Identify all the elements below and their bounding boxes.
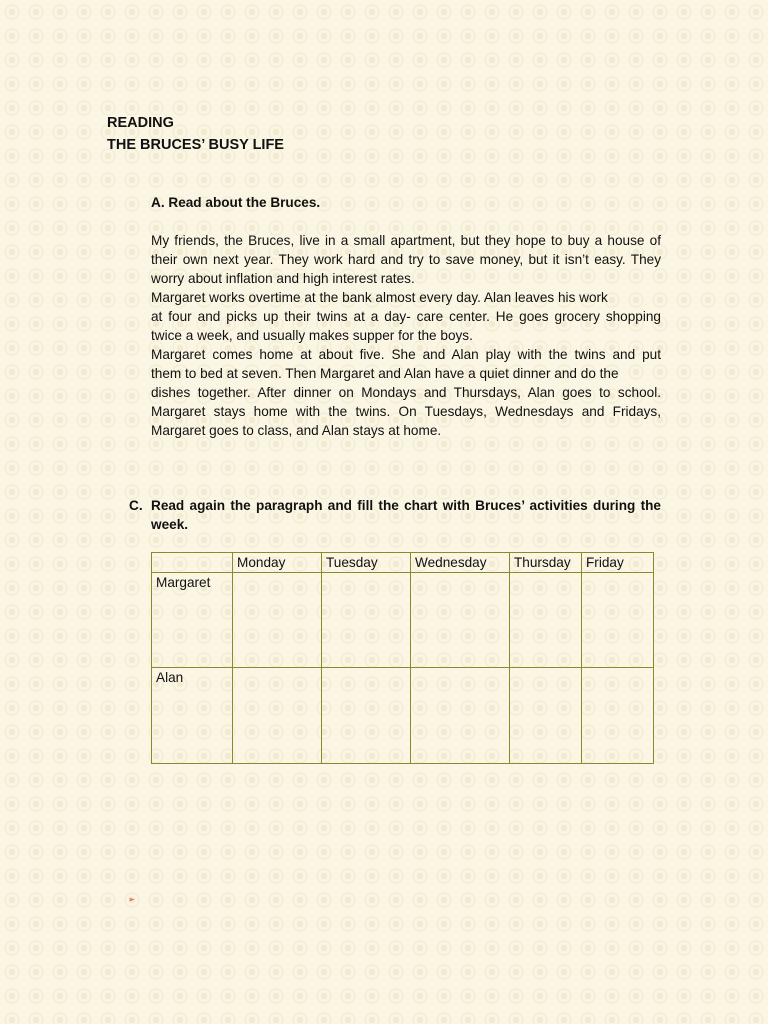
passage-line: their own next year. They work hard and try to save money, but it isn’t easy. They — [151, 252, 661, 267]
chart-header-tuesday: Tuesday — [322, 553, 411, 573]
section-a-heading: A. Read about the Bruces. — [151, 195, 321, 210]
passage-line: at four and picks up their twins at a day- care center. He goes grocery shopping — [151, 309, 661, 324]
chart-cell[interactable] — [510, 573, 582, 668]
chart-row-label: Margaret — [152, 573, 233, 668]
section-title: READING — [107, 115, 174, 131]
chart-cell[interactable] — [582, 573, 654, 668]
passage-line: them to bed at seven. Then Margaret and Alan have a quiet dinner and do the — [151, 366, 619, 381]
chart-row-label: Alan — [152, 668, 233, 764]
story-title: THE BRUCES’ BUSY LIFE — [107, 137, 284, 153]
section-c-label: C. — [129, 498, 143, 513]
reading-passage — [151, 231, 661, 440]
passage-line: Margaret works overtime at the bank almost every day. Alan leaves his work — [151, 290, 608, 305]
chart-cell[interactable] — [233, 668, 322, 764]
passage-line: Margaret goes to class, and Alan stays at home. — [151, 423, 442, 438]
passage-line: dishes together. After dinner on Mondays and Thursdays, Alan goes to school. — [151, 385, 661, 400]
chart-cell[interactable] — [510, 668, 582, 764]
chart-row-alan — [152, 668, 654, 764]
chart-header-friday: Friday — [582, 553, 654, 573]
passage-line: My friends, the Bruces, live in a small apartment, but they hope to buy a house of — [151, 233, 661, 248]
section-c — [129, 496, 661, 534]
section-a — [151, 193, 661, 440]
chart-cell[interactable] — [411, 668, 510, 764]
title-block — [107, 112, 284, 156]
chart-corner-cell — [152, 553, 233, 573]
chart-header-wednesday: Wednesday — [411, 553, 510, 573]
chart-cell[interactable] — [322, 668, 411, 764]
chart-header-row — [152, 553, 654, 573]
chart-header-thursday: Thursday — [510, 553, 582, 573]
activity-chart — [151, 552, 654, 764]
passage-line: Margaret stays home with the twins. On Tuesdays, Wednesdays and Fridays, — [151, 404, 661, 419]
passage-line: Margaret comes home at about five. She and Alan play with the twins and put — [151, 347, 661, 362]
chart-cell[interactable] — [233, 573, 322, 668]
chart-cell[interactable] — [582, 668, 654, 764]
passage-line: twice a week, and usually makes supper for the boys. — [151, 328, 473, 343]
passage-line: worry about inflation and high interest rates. — [151, 271, 415, 286]
chart-cell[interactable] — [411, 573, 510, 668]
chart-cell[interactable] — [322, 573, 411, 668]
chart-row-margaret — [152, 573, 654, 668]
section-c-instruction: Read again the paragraph and fill the chart with Bruces’ activities during the week. — [151, 498, 661, 532]
chart-header-monday: Monday — [233, 553, 322, 573]
arrow-bullet-icon: ➢ — [128, 895, 135, 904]
